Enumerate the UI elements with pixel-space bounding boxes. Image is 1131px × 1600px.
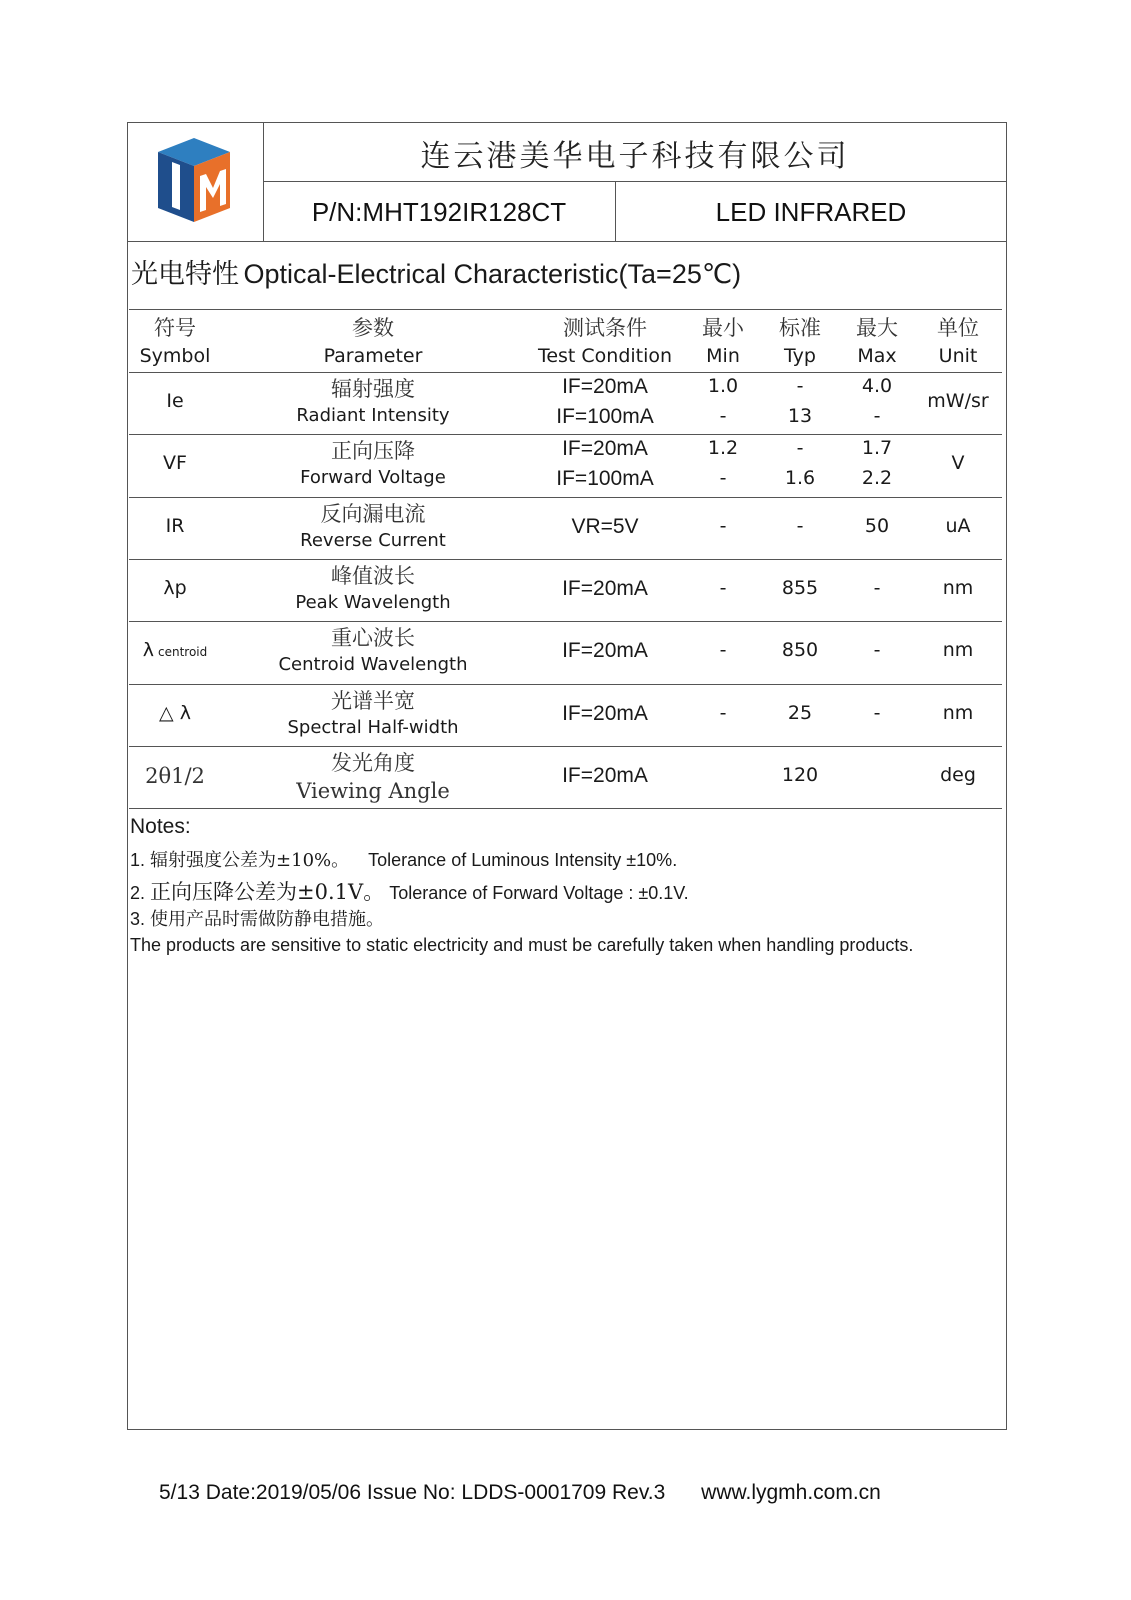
company-name: 连云港美华电子科技有限公司 [420, 139, 850, 174]
part-number: P/N:MHT192IR128CT [311, 197, 567, 227]
note-text-en: Tolerance of Forward Voltage : ±0.1V. [389, 883, 689, 903]
section-title-en: Optical-Electrical Characteristic(Ta=25℃) [243, 259, 742, 289]
note-1 [130, 846, 677, 872]
header-unit-en: Unit [938, 345, 978, 367]
row-symbol: λp [163, 577, 187, 600]
row-param-cn: 反向漏电流 [320, 501, 426, 526]
header-param-en: Parameter [323, 345, 423, 367]
row-typ: 1.6 [784, 467, 816, 490]
table-top-line [129, 309, 1002, 310]
row-param-en: Radiant Intensity [296, 405, 450, 426]
row-param-en: Reverse Current [300, 529, 446, 551]
row-param-cn: 正向压降 [331, 439, 415, 464]
row-param-cn: 重心波长 [331, 626, 415, 651]
row-param-cn: 光谱半宽 [331, 688, 415, 713]
row-symbol: VF [163, 452, 187, 475]
row-symbol: △ λ [159, 701, 191, 724]
row-condition: IF=20mA [562, 577, 648, 601]
row-param-en: Centroid Wavelength [278, 654, 468, 676]
row-condition: VR=5V [571, 514, 639, 538]
row-param-en: Forward Voltage [300, 467, 446, 489]
row-typ: - [796, 514, 804, 537]
header-max-cn: 最大 [856, 316, 898, 340]
mh-logo-icon [158, 138, 230, 222]
row-min: - [719, 639, 727, 662]
row-max: - [873, 639, 881, 662]
row-condition: IF=20mA [562, 763, 648, 787]
row-max: - [873, 405, 881, 427]
row-condition: IF=100mA [556, 405, 654, 428]
note-text-cn: 辐射强度公差为±10%。 [150, 850, 350, 871]
header-unit-cn: 单位 [937, 316, 979, 340]
note-number: 3. [130, 909, 146, 929]
product-type: LED INFRARED [715, 197, 907, 227]
header-bottom-line [127, 241, 1007, 242]
row-symbol: 2θ1/2 [145, 763, 205, 788]
note-text-cn: 正向压降公差为±0.1V。 [150, 880, 385, 904]
header-cond-cn: 测试条件 [563, 316, 647, 340]
row-symbol-subscript: centroid [157, 645, 208, 660]
header-max-en: Max [857, 345, 897, 367]
note-text-cn: 使用产品时需做防静电措施。 [150, 909, 385, 930]
page-number: 5/13 [159, 1481, 200, 1504]
header-divider-company [263, 181, 1007, 182]
row-symbol-main: λ [142, 639, 154, 662]
row-max: 1.7 [861, 437, 893, 460]
row-unit: nm [942, 639, 974, 662]
row-unit: mW/sr [927, 390, 989, 413]
note-text-en: Tolerance of Luminous Intensity ±10%. [368, 850, 678, 870]
row-min: 1.2 [707, 437, 739, 460]
table-row-line [129, 808, 1002, 809]
header-min-cn: 最小 [702, 316, 744, 340]
row-condition: IF=20mA [562, 639, 648, 663]
row-condition: IF=100mA [556, 467, 654, 491]
header-min-en: Min [706, 345, 740, 367]
row-param-en: Viewing Angle [296, 778, 450, 803]
row-condition: IF=20mA [562, 437, 648, 461]
row-symbol [120, 639, 230, 661]
row-unit: deg [940, 763, 976, 786]
row-unit: nm [942, 577, 974, 600]
row-typ: 13 [787, 405, 813, 427]
row-param-en: Spectral Half-width [287, 716, 459, 738]
header-cond-en: Test Condition [537, 345, 673, 367]
row-typ: 120 [781, 763, 819, 786]
issue-date: Date:2019/05/06 [205, 1481, 362, 1504]
row-param-cn: 辐射强度 [331, 377, 415, 401]
row-symbol: Ie [166, 390, 184, 413]
row-typ: - [796, 375, 804, 397]
section-title [131, 252, 741, 291]
row-param-en: Peak Wavelength [295, 591, 451, 613]
header-symbol-en: Symbol [139, 345, 211, 367]
row-unit: nm [942, 701, 974, 724]
row-symbol: IR [165, 514, 185, 537]
row-min: - [719, 467, 727, 490]
row-condition: IF=20mA [562, 375, 648, 398]
row-param-cn: 发光角度 [331, 750, 415, 775]
row-max: 2.2 [861, 467, 893, 490]
header-param-cn: 参数 [352, 316, 394, 340]
section-title-cn: 光电特性 [131, 259, 239, 290]
header-typ-cn: 标准 [779, 316, 821, 340]
row-typ: 25 [787, 701, 813, 724]
row-min: - [719, 577, 727, 600]
header-typ-en: Typ [784, 345, 816, 367]
header-symbol-cn: 符号 [154, 316, 196, 340]
row-max: - [873, 577, 881, 600]
row-min: 1.0 [707, 375, 739, 397]
row-max: 4.0 [861, 375, 893, 397]
note-2 [130, 876, 689, 906]
notes-title: Notes: [130, 815, 191, 838]
footer [159, 1481, 881, 1505]
row-min: - [719, 514, 727, 537]
row-max: 50 [864, 514, 890, 537]
row-typ: 855 [781, 577, 819, 600]
row-max: - [873, 701, 881, 724]
row-typ: 850 [781, 639, 819, 662]
static-warning: The products are sensitive to static electricity and must be carefully taken when handling products. [130, 935, 914, 955]
issue-number: Issue No: LDDS-0001709 Rev.3 [366, 1481, 666, 1504]
note-number: 2. [130, 883, 146, 903]
website: www.lygmh.com.cn [701, 1481, 881, 1504]
note-3 [130, 905, 384, 931]
row-unit: uA [945, 514, 971, 537]
row-unit: V [951, 452, 965, 475]
note-number: 1. [130, 850, 146, 870]
row-param-cn: 峰值波长 [331, 563, 415, 588]
row-min: - [719, 405, 727, 427]
row-min: - [719, 701, 727, 724]
row-condition: IF=20mA [562, 701, 648, 725]
row-typ: - [796, 437, 804, 460]
